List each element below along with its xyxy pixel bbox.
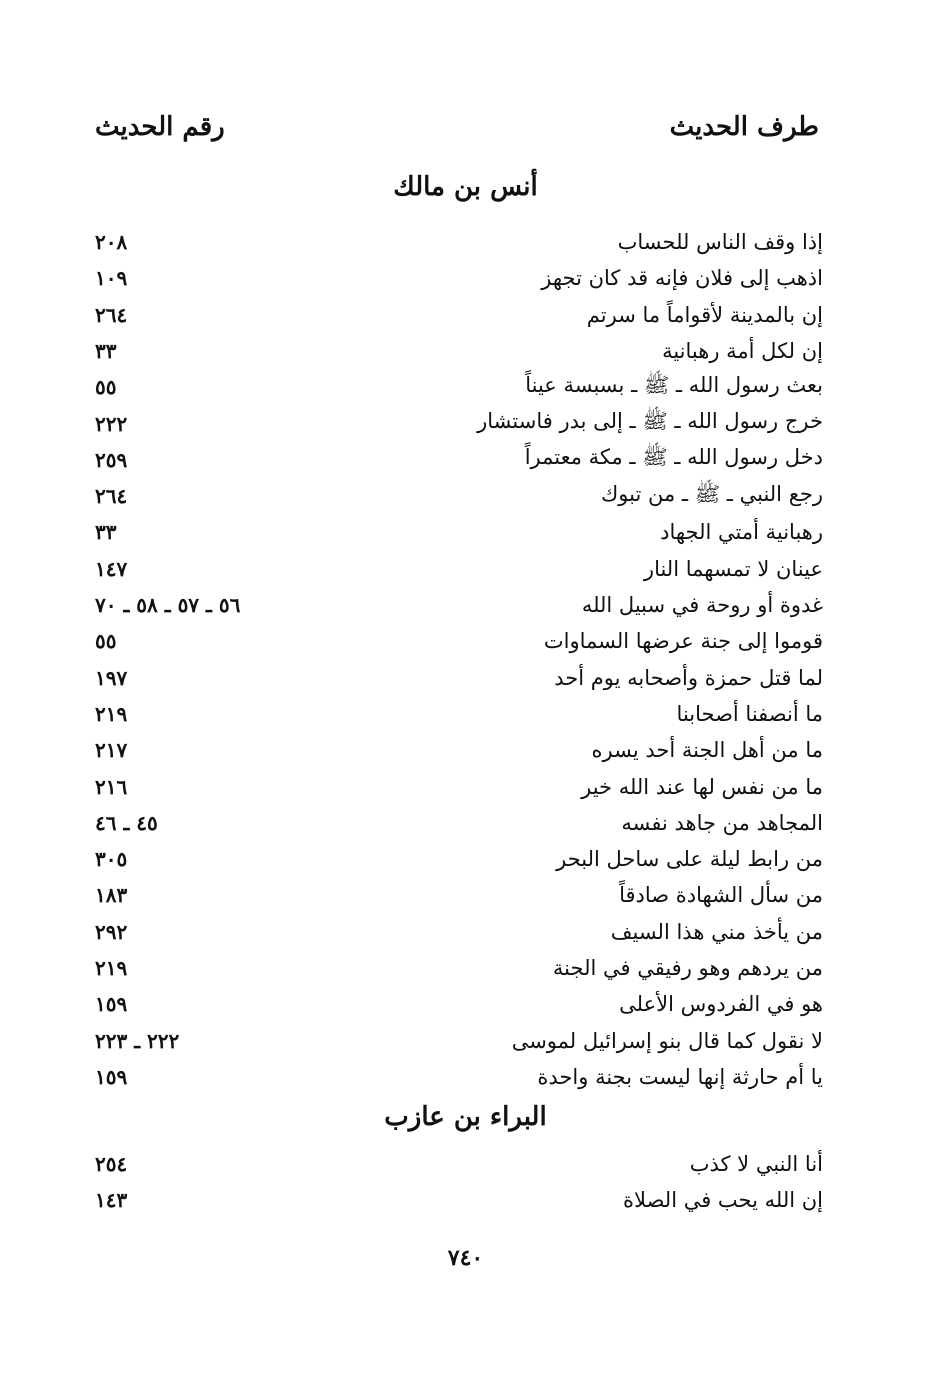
hadith-number: ٢٢٢ (95, 411, 128, 436)
hadith-text: أنا النبي لا كذب (689, 1152, 823, 1176)
hadith-number: ٢٠٨ (95, 230, 128, 254)
hadith-text: ما من نفس لها عند الله خير (581, 774, 823, 799)
hadith-text: ما أنصفنا أصحابنا (676, 701, 823, 726)
hadith-text: لا نقول كما قال بنو إسرائيل لموسى (511, 1028, 823, 1053)
hadith-text: من يردهم وهو رفيقي في الجنة (552, 956, 823, 980)
hadith-number: ٢٩٢ (95, 919, 128, 944)
hadith-text: بعث رسول الله ـ ﷺ ـ بسبسة عيناً (525, 372, 823, 397)
hadith-text: ما من أهل الجنة أحد يسره (591, 738, 823, 763)
hadith-text: قوموا إلى جنة عرضها السماوات (543, 629, 823, 654)
hadith-text: خرج رسول الله ـ ﷺ ـ إلى بدر فاستشار (477, 409, 823, 433)
index-row (95, 333, 823, 369)
hadith-number: ١٥٩ (95, 1064, 128, 1089)
hadith-text: من يأخذ مني هذا السيف (610, 919, 823, 944)
hadith-number: ١٥٩ (95, 992, 128, 1017)
hadith-text: إن الله يحب في الصلاة (623, 1188, 823, 1213)
hadith-number: ٥٥ (95, 629, 117, 654)
column-header-hadith-text: طرف الحديث (669, 112, 819, 142)
hadith-number: ٢١٦ (95, 774, 128, 799)
hadith-text: لما قتل حمزة وأصحابه يوم أحد (554, 665, 823, 690)
index-row (95, 732, 823, 768)
column-header-hadith-number: رقم الحديث (95, 112, 225, 142)
index-row (95, 1146, 823, 1182)
hadith-text: رجع النبي ـ ﷺ ـ من تبوك (600, 481, 823, 506)
hadith-number: ٢١٧ (95, 738, 128, 763)
index-row (95, 805, 823, 841)
index-row (95, 587, 823, 623)
hadith-number: ٢١٩ (95, 956, 128, 980)
hadith-number: ٥٥ (95, 375, 117, 400)
hadith-number: ٢١٩ (95, 701, 128, 726)
hadith-text: يا أم حارثة إنها ليست بجنة واحدة (537, 1064, 823, 1089)
index-row (95, 442, 823, 478)
hadith-text: هو في الفردوس الأعلى (619, 992, 823, 1017)
index-row (95, 660, 823, 696)
index-row (95, 224, 823, 260)
index-row (95, 406, 823, 442)
index-row (95, 950, 823, 986)
hadith-text: من سأل الشهادة صادقاً (619, 883, 823, 908)
hadith-number: ٢٢٢ ـ ٢٢٣ (95, 1028, 180, 1053)
section-title: أنس بن مالك (393, 172, 538, 202)
hadith-text: من رابط ليلة على ساحل البحر (556, 847, 823, 872)
index-row (95, 696, 823, 732)
hadith-number: ١٤٧ (95, 556, 128, 581)
hadith-text: عينان لا تمسهما النار (643, 556, 823, 581)
index-row (95, 1182, 823, 1218)
index-row (95, 1059, 823, 1095)
hadith-number: ٥٦ ـ ٥٧ ـ ٥٨ ـ ٧٠ (95, 593, 241, 617)
hadith-number: ١٤٣ (95, 1188, 128, 1213)
index-row (95, 478, 823, 514)
hadith-number: ٢٥٤ (95, 1152, 128, 1176)
hadith-text: إن لكل أمة رهبانية (662, 338, 823, 363)
hadith-text: غدوة أو روحة في سبيل الله (581, 593, 823, 617)
hadith-number: ٣٠٥ (95, 847, 128, 872)
hadith-number: ٢٦٤ (95, 484, 128, 509)
index-row (95, 841, 823, 877)
index-row (95, 551, 823, 587)
hadith-text: رهبانية أمتي الجهاد (660, 520, 823, 545)
hadith-text: إن بالمدينة لأقواماً ما سرتم (586, 302, 823, 327)
hadith-number: ٣٣ (95, 520, 117, 545)
index-row (95, 1023, 823, 1059)
hadith-number: ١٠٩ (95, 266, 128, 291)
index-row (95, 297, 823, 333)
index-row (95, 623, 823, 659)
hadith-text: إذا وقف الناس للحساب (617, 230, 823, 254)
hadith-text: دخل رسول الله ـ ﷺ ـ مكة معتمراً (524, 445, 823, 470)
index-row (95, 769, 823, 805)
hadith-text: المجاهد من جاهد نفسه (621, 810, 823, 835)
hadith-text: اذهب إلى فلان فإنه قد كان تجهز (541, 266, 823, 291)
hadith-number: ١٨٣ (95, 883, 128, 908)
hadith-number: ٤٥ ـ ٤٦ (95, 810, 158, 835)
index-row (95, 369, 823, 405)
index-row (95, 514, 823, 550)
hadith-number: ٢٦٤ (95, 302, 128, 327)
hadith-number: ٣٣ (95, 338, 117, 363)
hadith-number: ١٩٧ (95, 665, 128, 690)
index-row (95, 986, 823, 1022)
hadith-number: ٢٥٩ (95, 447, 128, 472)
index-row (95, 260, 823, 296)
section-title: البراء بن عازب (384, 1102, 547, 1132)
page-number: ٧٤٠ (447, 1245, 484, 1271)
index-row (95, 877, 823, 913)
index-row (95, 914, 823, 950)
